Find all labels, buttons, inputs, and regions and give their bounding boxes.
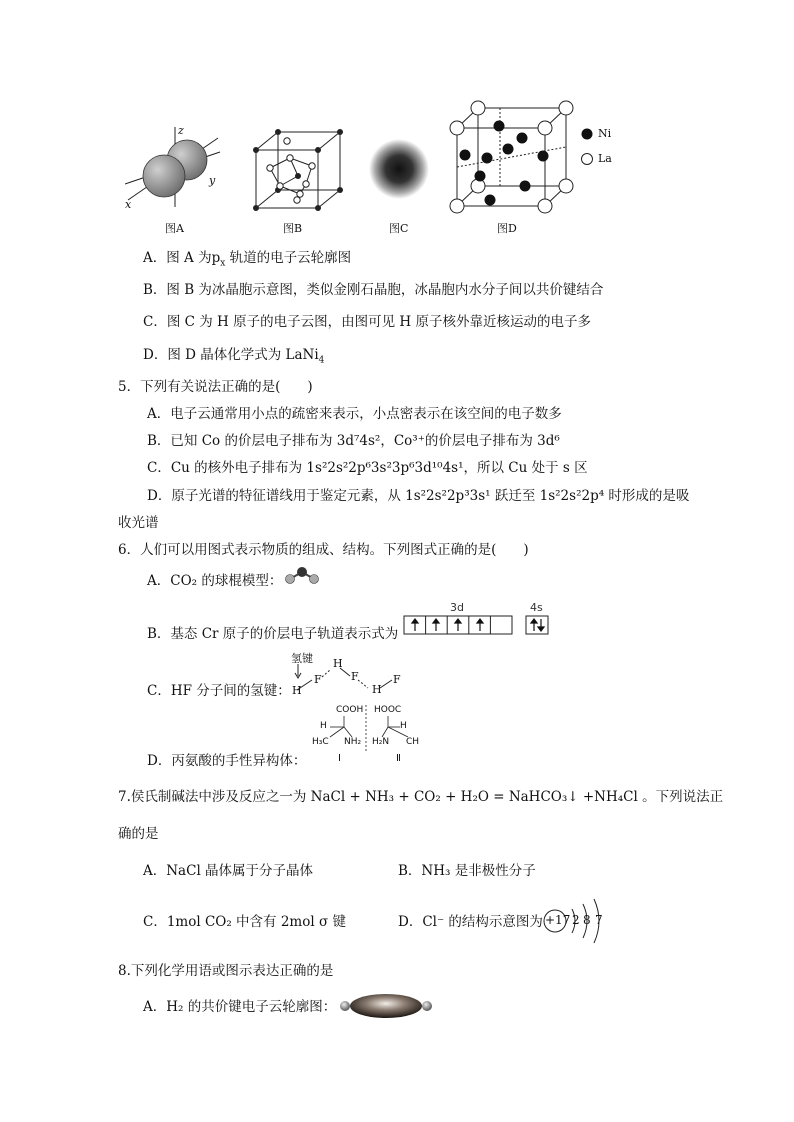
q4-option-d: D．图 D 晶体化学式为 LaNi$_4$ <box>143 347 325 366</box>
hf-hbond-diagram <box>288 662 408 698</box>
figure-b-caption: 图B <box>283 222 303 235</box>
q5-option-b: B．已知 Co 的价层电子排布为 3d⁷4s²，Co³⁺的价层电子排布为 3d⁶ <box>147 433 560 449</box>
q7-option-b: B．NH₃ 是非极性分子 <box>398 863 536 879</box>
q4-option-b: B．图 B 为冰晶胞示意图，类似金刚石晶胞，冰晶胞内水分子间以共价键结合 <box>143 282 604 298</box>
hf-atom-f3: F <box>393 673 401 686</box>
q5-option-d-line2: 收光谱 <box>118 515 159 531</box>
alanine-enantiomers <box>308 705 448 767</box>
figure-a-p-orbital <box>120 122 230 212</box>
alanine-h-left: H <box>320 721 327 731</box>
q7-stem-line2: 确的是 <box>118 826 159 842</box>
cl-shell-2: 8 <box>583 913 591 927</box>
hf-atom-f2: F <box>351 670 359 683</box>
alanine-cooh: COOH <box>336 705 364 715</box>
q6-option-d: D．丙氨酸的手性异构体： <box>147 753 307 769</box>
q5-stem: 5．下列有关说法正确的是( ) <box>118 379 313 395</box>
cr-orbital-diagram <box>404 614 554 636</box>
q7-option-a: A．NaCl 晶体属于分子晶体 <box>143 863 314 879</box>
alanine-hooc: HOOC <box>374 705 402 715</box>
legend-la-marker <box>580 152 594 166</box>
q6-option-b: B．基态 Cr 原子的价层电子轨道表示式为 <box>147 626 399 642</box>
q6-option-a: A．CO₂ 的球棍模型： <box>147 573 283 589</box>
legend-ni-marker <box>580 127 594 141</box>
hf-atom-h1: H <box>292 684 302 697</box>
alanine-h2n: H₂N <box>372 737 390 747</box>
figure-a-axis-y: y <box>209 174 216 187</box>
orbital-label-4s: 4s <box>530 601 543 614</box>
alanine-h-right: H <box>400 721 407 731</box>
q4-option-a: A．图 A 为$p_x$ 轨道的电子云轮廓图 <box>143 250 352 269</box>
alanine-label-i: Ⅰ <box>338 753 341 764</box>
q4-option-c: C．图 C 为 H 原子的电子云图，由图可见 H 原子核外靠近核运动的电子多 <box>143 314 591 330</box>
q5-option-d-line1: D．原子光谱的特征谱线用于鉴定元素，从 1s²2s²2p³3s¹ 跃迁至 1s²2s²2p⁴ 时形成的是吸 <box>147 488 690 504</box>
legend-ni-label: Ni <box>598 127 612 140</box>
q6-stem: 6．人们可以用图式表示物质的组成、结构。下列图式正确的是( ) <box>118 542 529 558</box>
hf-atom-f1: F <box>314 673 322 686</box>
figure-c-caption: 图C <box>389 222 409 235</box>
q5-option-c: C．Cu 的核外电子排布为 1s²2s²2p⁶3s²3p⁶3d¹⁰4s¹，所以 Cu 处于 s 区 <box>147 460 588 476</box>
figure-a-caption: 图A <box>165 222 184 235</box>
co2-ball-stick-model <box>282 566 322 586</box>
hf-atom-h3: H <box>372 683 382 696</box>
orbital-label-3d: 3d <box>450 601 464 614</box>
q8-option-a: A．H₂ 的共价键电子云轮廓图： <box>143 999 337 1015</box>
figure-d-caption: 图D <box>497 222 517 235</box>
cl-shell-3: 7 <box>595 913 603 927</box>
alanine-label-ii: Ⅱ <box>396 753 401 764</box>
q7-option-c: C．1mol CO₂ 中含有 2mol σ 键 <box>143 914 346 930</box>
figure-c-electron-cloud <box>366 138 432 200</box>
hf-atom-h2: H <box>333 657 343 670</box>
figure-b-ice-cell <box>250 128 350 213</box>
q5-option-a: A．电子云通常用小点的疏密来表示，小点密表示在该空间的电子数多 <box>147 406 562 422</box>
cl-shell-1: 2 <box>572 913 580 927</box>
hbond-label: 氢键 <box>291 652 313 665</box>
figure-a-axis-x: x <box>125 198 132 211</box>
figure-a-axis-z: z <box>178 124 184 137</box>
cl-nucleus-charge: +17 <box>545 913 571 927</box>
q8-stem: 8.下列化学用语或图示表达正确的是 <box>118 963 334 979</box>
figure-d-crystal <box>445 98 575 216</box>
alanine-nh2: NH₂ <box>344 737 362 747</box>
q6-option-c: C．HF 分子间的氢键： <box>147 683 291 699</box>
alanine-ch: CH <box>406 737 420 747</box>
q7-stem-line1: 7.侯氏制碱法中涉及反应之一为 NaCl + NH₃ + CO₂ + H₂O = NaHCO₃↓ +NH₄Cl 。下列说法正 <box>118 789 724 805</box>
h2-bond-electron-cloud <box>338 992 434 1020</box>
legend-la-label: La <box>598 152 612 165</box>
q7-option-d: D．Cl⁻ 的结构示意图为 <box>398 914 543 930</box>
alanine-h3c: H₃C <box>312 737 329 747</box>
